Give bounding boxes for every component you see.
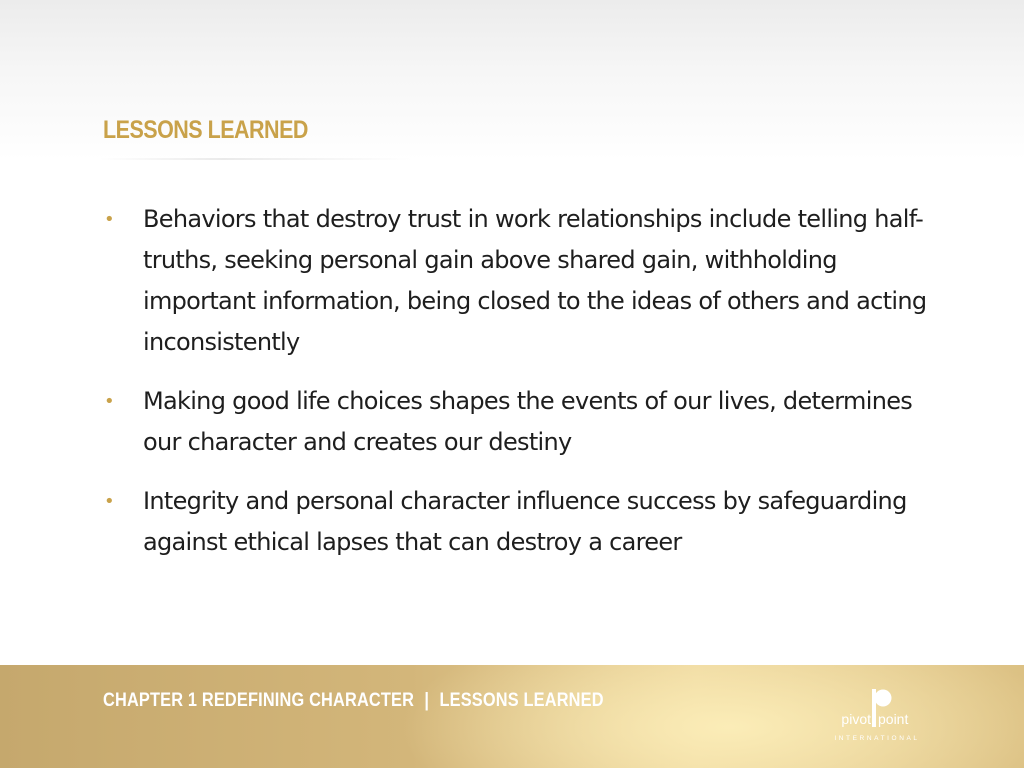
footer-chapter: CHAPTER 1 REDEFINING CHARACTER <box>103 690 415 711</box>
title-underline <box>100 158 410 160</box>
logo-word-pivot: pivot <box>841 711 871 727</box>
bullet-item-1 <box>103 199 933 363</box>
bullet-text: Integrity and personal character influence success by safeguarding against ethical lapses that can destroy a career <box>143 487 907 556</box>
footer-section: LESSONS LEARNED <box>439 690 604 711</box>
footer-separator: | <box>424 690 430 711</box>
bullet-list <box>103 199 933 581</box>
pivot-point-logo <box>822 685 932 745</box>
bullet-text: Making good life choices shapes the events of our lives, determines our character and creates our destiny <box>143 387 913 456</box>
footer-band <box>0 665 1024 768</box>
bullet-item-2 <box>103 381 933 463</box>
bullet-marker: • <box>104 209 114 230</box>
slide-title: LESSONS LEARNED <box>103 116 308 144</box>
bullet-text: Behaviors that destroy trust in work relationships include telling half-truths, seeking personal gain above shared gain, withholding important information, being closed to the ideas of others and acting inconsistently <box>143 205 927 356</box>
bullet-marker: • <box>104 491 114 512</box>
logo-word-point: point <box>878 711 909 727</box>
bullet-item-3 <box>103 481 933 563</box>
footer-caption <box>103 690 604 712</box>
logo-subtitle: INTERNATIONAL <box>834 735 920 742</box>
bullet-marker: • <box>104 391 114 412</box>
